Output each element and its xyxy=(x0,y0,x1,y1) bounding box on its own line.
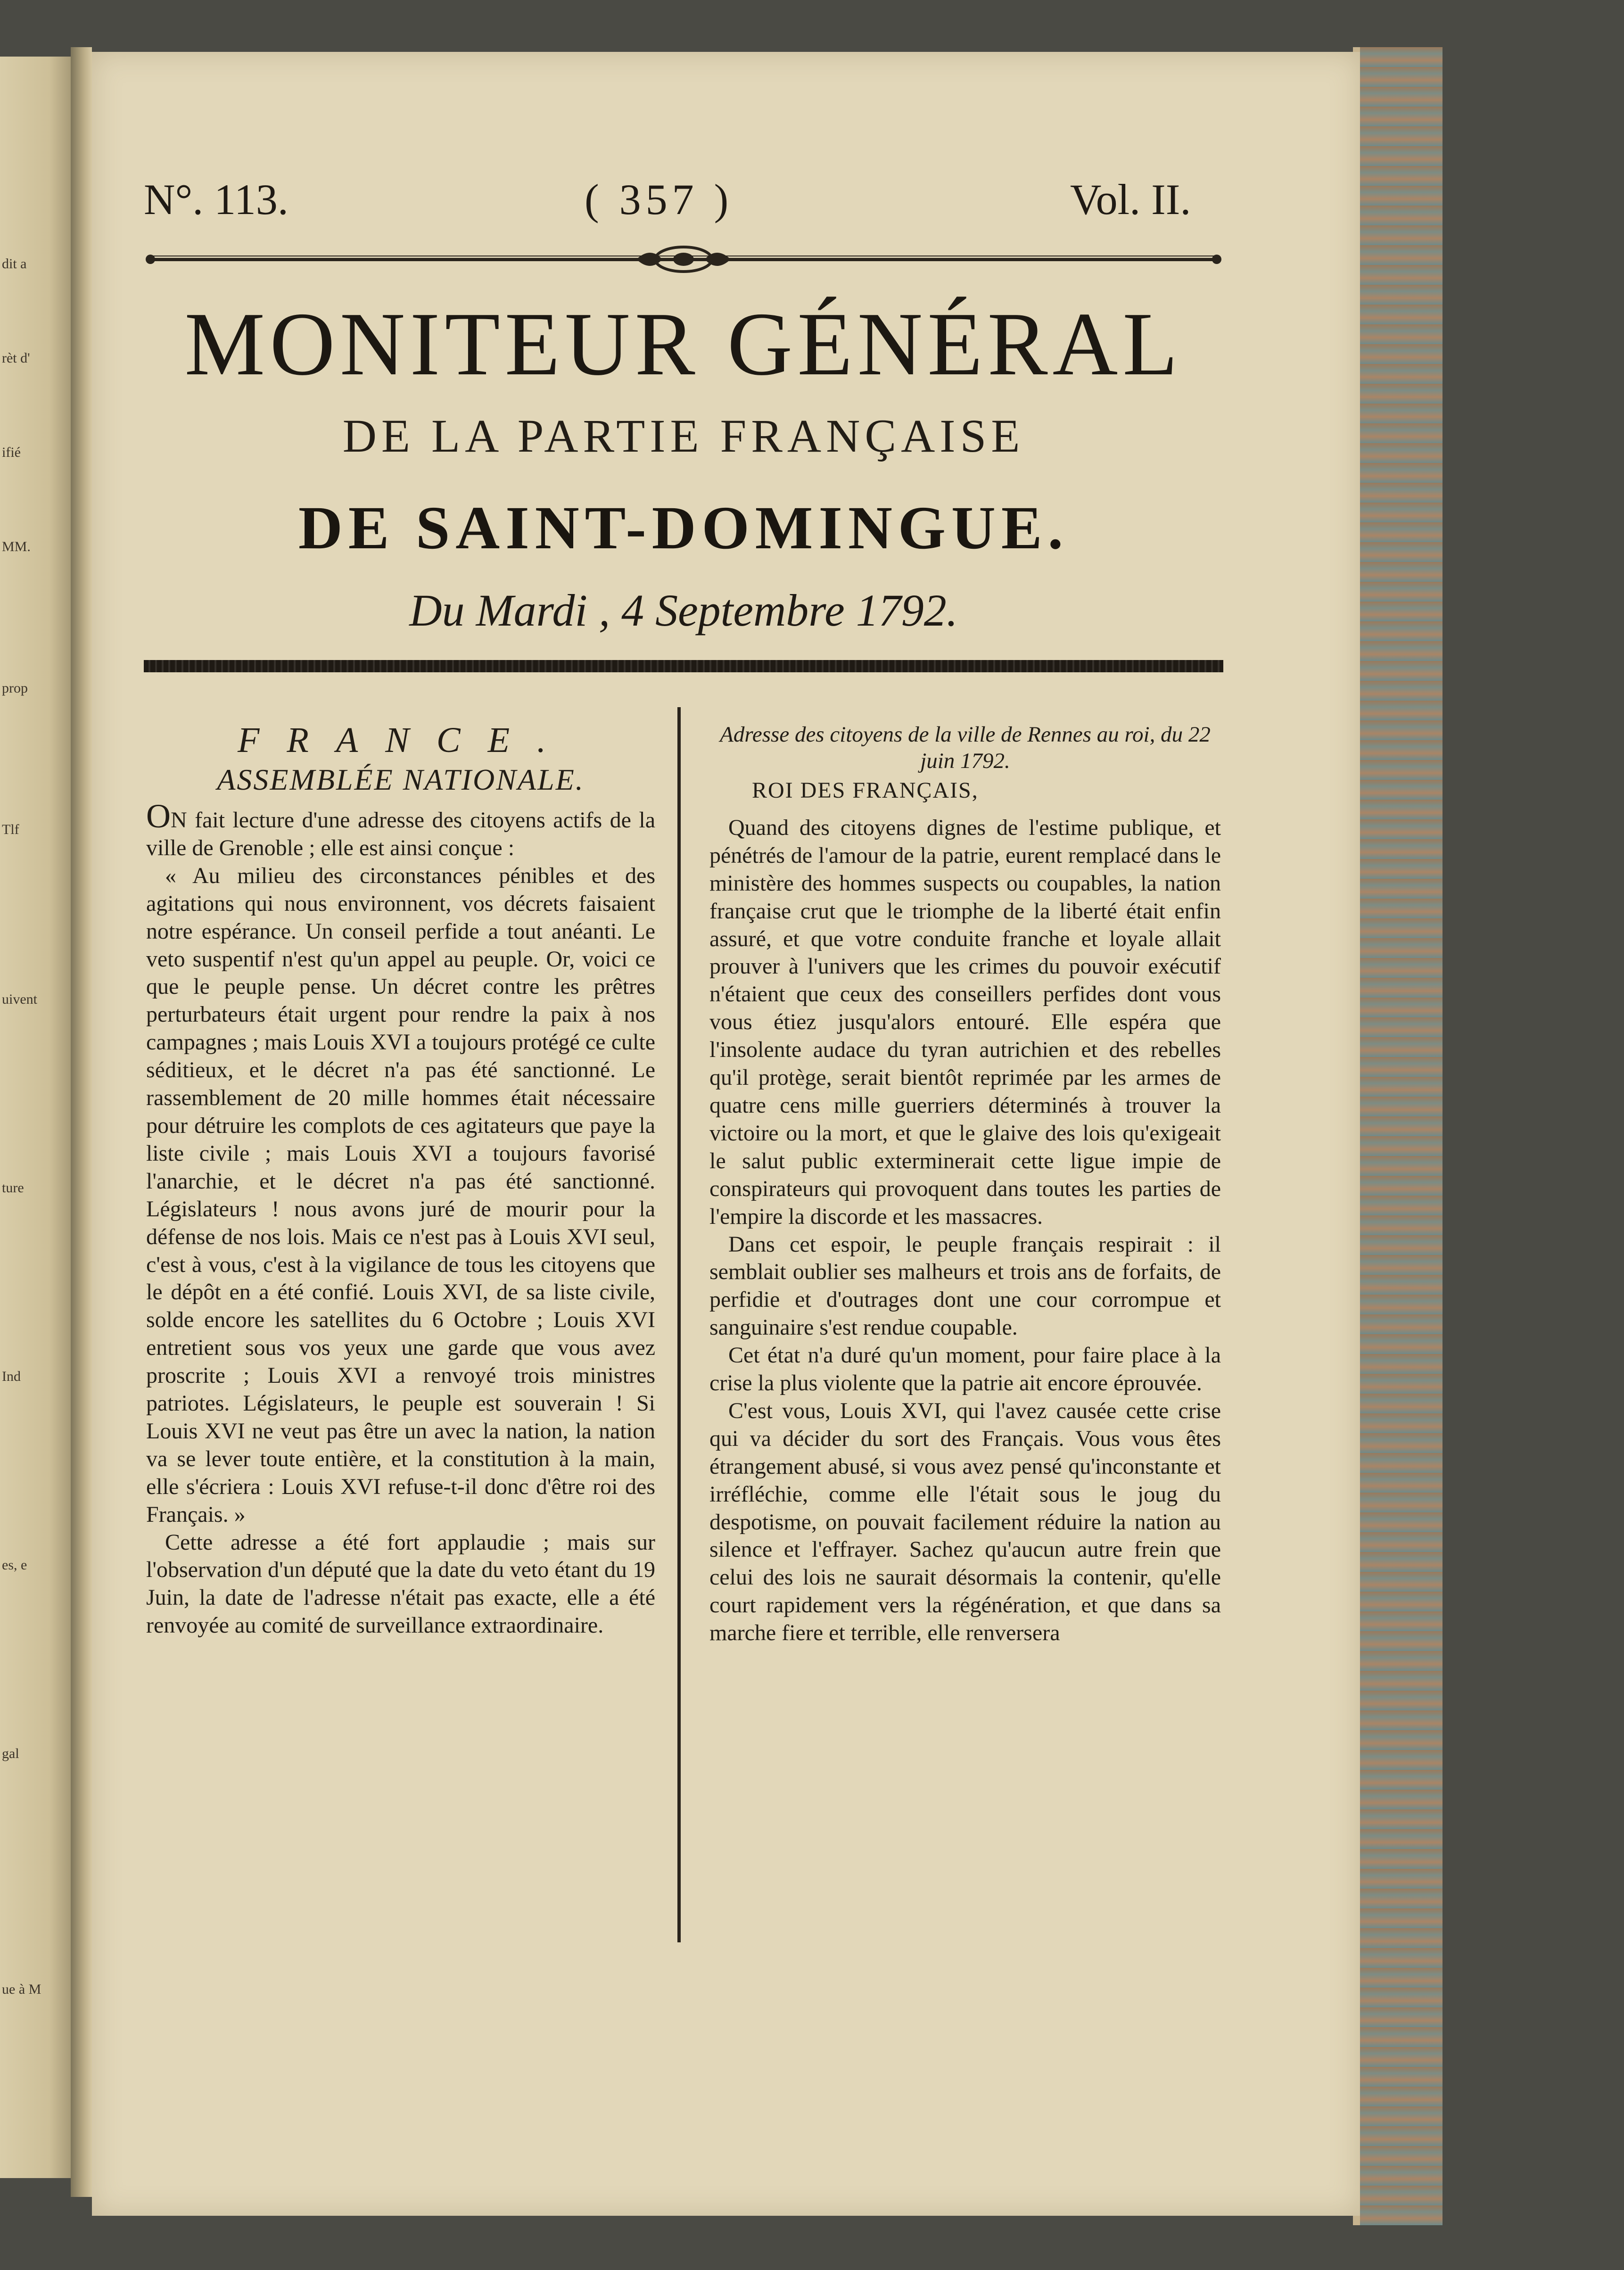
page-number: ( 357 ) xyxy=(585,175,734,223)
article-paragraph: C'est vous, Louis XVI, qui l'avez causée cette crise qui va décider du sort des Français. Vous vous êtes étrangement abusé, si vous avez pensé qu'inconstante et irréfléchie, comme elle l'était sous le joug du despotisme, on pouvait facilement réduire la nation au silence et l'effrayer. Sachez qu'aucun autre frein que celui des lois ne saurait désormais la contenir, qu'elle court rapidement vers la régénération, et que dans sa marche fiere et terrible, elle renversera xyxy=(709,1398,1221,1646)
salutation: ROI DES FRANÇAIS, xyxy=(752,778,979,803)
header-rule xyxy=(144,660,1223,672)
article-paragraph: Quand des citoyens dignes de l'estime publique, et pénétrés de l'amour de la patrie, eurent remplacé dans le ministère des hommes suspects ou coupables, la nation française crut que le triomphe de la liberté était enfin assuré, et que votre conduite franche et loyale allait prouver à l'univers que les crimes du pouvoir exécutif n'étaient que ceux des conseillers perfides dont vous vous étiez jusqu'alors entouré. Elle espéra que l'insolente audace du tyran autrichien et des rebelles qu'il protège, serait bientôt reprimée par les armes de quatre cens mille guerriers déterminés à trouver la victoire ou la mort, et que le glaive des lois qu'exigeait le salut public exterminerait cette ligue impie de conspirateurs qui provoquent dans toutes les parties de l'empire la discorde et les massacres. xyxy=(709,815,1221,1229)
facing-page-fragment: ifié xyxy=(2,445,21,460)
marbled-book-edge xyxy=(1360,47,1443,2225)
issue-date: Du Mardi , 4 Septembre 1792. xyxy=(409,585,958,636)
facing-page-fragment: gal xyxy=(2,1746,19,1761)
facing-page-fragment: ue à M xyxy=(2,1981,41,1997)
section-heading: FRANCE. xyxy=(237,720,574,760)
drop-cap: O xyxy=(146,797,171,835)
masthead-subtitle-location: DE SAINT-DOMINGUE. xyxy=(298,494,1069,562)
issue-number: N°. 113. xyxy=(144,175,289,223)
ornamental-rule xyxy=(144,245,1223,273)
article-paragraph: Cet état n'a duré qu'un moment, pour faire place à la crise la plus violente que la patrie ait encore éprouvée. xyxy=(709,1343,1221,1396)
facing-page-fragment: dit a xyxy=(2,256,27,272)
facing-page-fragment: Ind xyxy=(2,1369,21,1384)
assembly-heading: ASSEMBLÉE NATIONALE. xyxy=(217,763,585,796)
facing-page-fragment: Tlf xyxy=(2,822,19,837)
intro-paragraph xyxy=(146,797,655,862)
book-gutter xyxy=(71,47,92,2197)
closing-paragraph: Cette adresse a été fort applaudie ; mais sur l'observation d'un député que la date du veto étant du 19 Juin, la date de l'adresse n'était pas exacte, elle a été renvoyée au comité de surveillance extraordinaire. xyxy=(146,1529,655,1638)
facing-page-fragment: MM. xyxy=(2,539,31,554)
right-column xyxy=(709,721,1221,1647)
facing-page-fragment: uivent xyxy=(2,991,37,1007)
intro-text: N fait lecture d'une adresse des citoyens actifs de la ville de Grenoble ; elle est ainsi conçue : xyxy=(146,808,655,860)
facing-page-edge xyxy=(0,57,71,2178)
left-column xyxy=(146,721,655,1640)
masthead-subtitle: DE LA PARTIE FRANÇAISE xyxy=(342,410,1025,462)
grenoble-address-quote: « Au milieu des circonstances pénibles et des agitations qui nous environnent, vos décrets faisaient notre espérance. Un conseil perfide a tout anéanti. Le veto suspentif n'est qu'un appel au peuple. Or, voici ce que le peuple pense. Un décret contre les prêtres perturbateurs était urgent pour rendre la paix à nos campagnes ; mais Louis XVI a toujours protégé ce culte séditieux, et le décret n'a pas été sanctionné. Le rassemblement de 20 mille hommes était nécessaire pour détruire les complots de ces agitateurs que paye la liste civile ; mais Louis XVI a toujours favorisé l'anarchie, et le décret n'a pas été sanctionné. Législateurs ! nous avons juré de mourir pour la défense de nos lois. Mais ce n'est pas à Louis XVI seul, c'est à vous, c'est à la vigilance de tous les citoyens que le dépôt en a été confié. Louis XVI, de sa liste civile, solde encore les satellites du 6 Octobre ; Louis XVI entretient sous vos yeux une garde que vous avez proscrite ; Louis XVI a renvoyé trois ministres patriotes. Législateurs, le peuple est souverain ! Si Louis XVI ne veut pas être un avec la nation, la nation va se lever toute entière, et la constitution à la main, elle s'écriera : Louis XVI refuse-t-il donc d'être roi des Français. » xyxy=(146,863,655,1527)
masthead-title: MONITEUR GÉNÉRAL xyxy=(184,294,1183,394)
facing-page-fragment: ture xyxy=(2,1180,24,1196)
facing-page-fragment: rèt d' xyxy=(2,350,30,366)
rennes-address-heading: Adresse des citoyens de la ville de Rennes au roi, du 22 juin 1792. xyxy=(720,722,1211,773)
volume-label: Vol. II. xyxy=(1070,175,1191,223)
facing-page-fragment: es, e xyxy=(2,1557,27,1573)
article-paragraph: Dans cet espoir, le peuple français respirait : il semblait oublier ses malheurs et trois ans de forfaits, de perfidie et d'outrages dont une cour corrompue et sanguinaire s'est rendue coupable. xyxy=(709,1231,1221,1340)
facing-page-fragment: prop xyxy=(2,680,28,696)
column-rule xyxy=(677,707,681,1942)
